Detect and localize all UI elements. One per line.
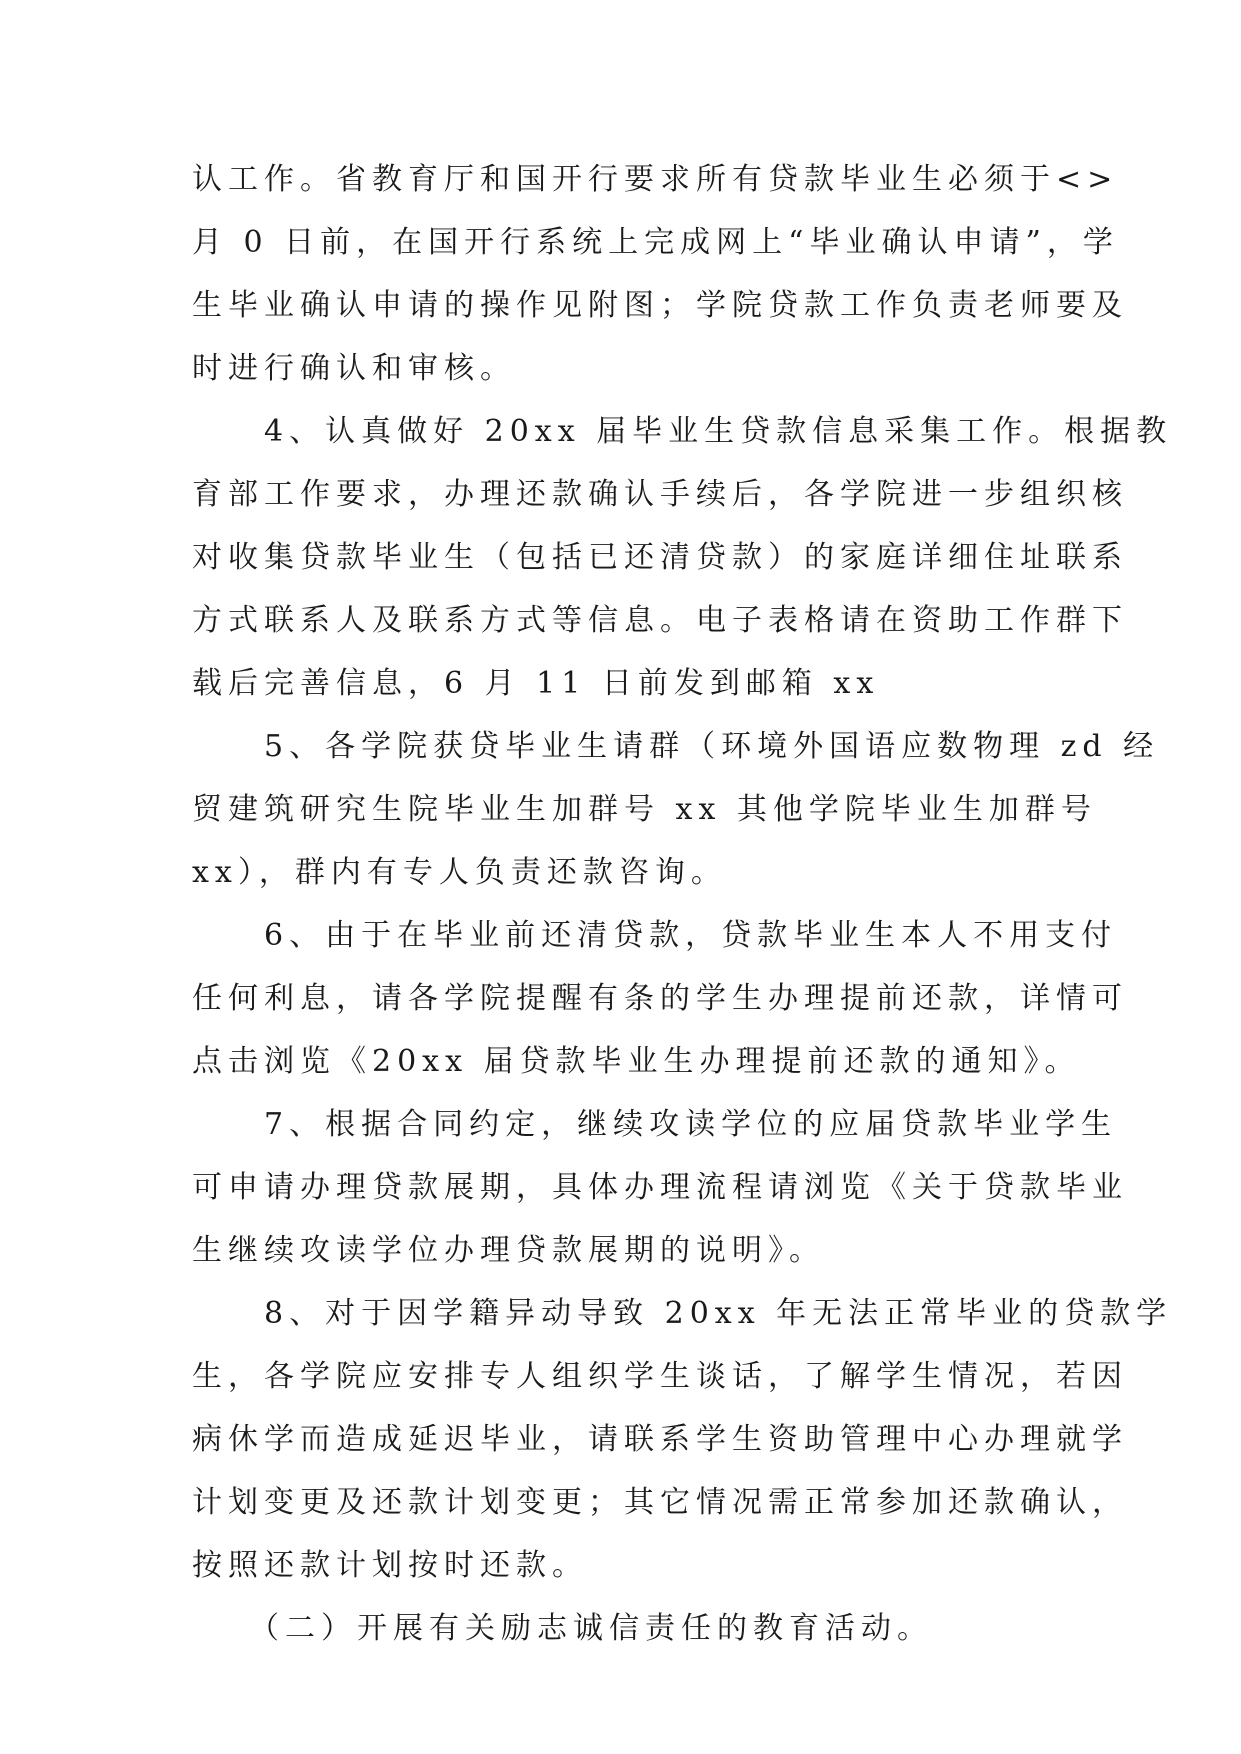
text-line: xx），群内有专人负责还款咨询。 [192,855,727,890]
text-line: 生毕业确认申请的操作见附图；学院贷款工作负责老师要及 [192,288,1128,323]
section-heading: （二）开展有关励志诚信责任的教育活动。 [192,1611,933,1646]
text-line: 时进行确认和审核。 [192,351,516,386]
text-line: 任何利息，请各学院提醒有条的学生办理提前还款，详情可 [192,981,1128,1016]
paragraph-6-line: 6、由于在毕业前还清贷款，贷款毕业生本人不用支付 [192,918,1118,953]
text-line: 载后完善信息，6 月 11 日前发到邮箱 xx [192,666,880,701]
text-line: 可申请办理贷款展期，具体办理流程请浏览《关于贷款毕业 [192,1170,1128,1205]
text-line: 病休学而造成延迟毕业，请联系学生资助管理中心办理就学 [192,1422,1128,1457]
paragraph-7-line: 7、根据合同约定，继续攻读学位的应届贷款毕业学生 [192,1107,1118,1142]
paragraph-4-line: 4、认真做好 20xx 届毕业生贷款信息采集工作。根据教 [192,414,1173,449]
text-line: 方式联系人及联系方式等信息。电子表格请在资助工作群下 [192,603,1128,638]
text-line: 对收集贷款毕业生（包括已还清贷款）的家庭详细住址联系 [192,540,1128,575]
text-line: 点击浏览《20xx 届贷款毕业生办理提前还款的通知》。 [192,1044,1081,1079]
paragraph-5-line: 5、各学院获贷毕业生请群（环境外国语应数物理 zd 经 [192,729,1160,764]
text-line: 贸建筑研究生院毕业生加群号 xx 其他学院毕业生加群号 [192,792,1097,827]
text-line: 生，各学院应安排专人组织学生谈话，了解学生情况，若因 [192,1359,1128,1394]
text-line: 月 0 日前，在国开行系统上完成网上“毕业确认申请”，学 [192,225,1119,260]
text-line: 认工作。省教育厅和国开行要求所有贷款毕业生必须于<> [192,162,1119,197]
text-line: 按照还款计划按时还款。 [192,1548,588,1583]
text-line: 育部工作要求，办理还款确认手续后，各学院进一步组织核 [192,477,1128,512]
text-line: 计划变更及还款计划变更；其它情况需正常参加还款确认， [192,1485,1128,1520]
document-body [192,148,1173,1660]
paragraph-8-line: 8、对于因学籍异动导致 20xx 年无法正常毕业的贷款学 [192,1296,1173,1331]
text-line: 生继续攻读学位办理贷款展期的说明》。 [192,1233,825,1268]
